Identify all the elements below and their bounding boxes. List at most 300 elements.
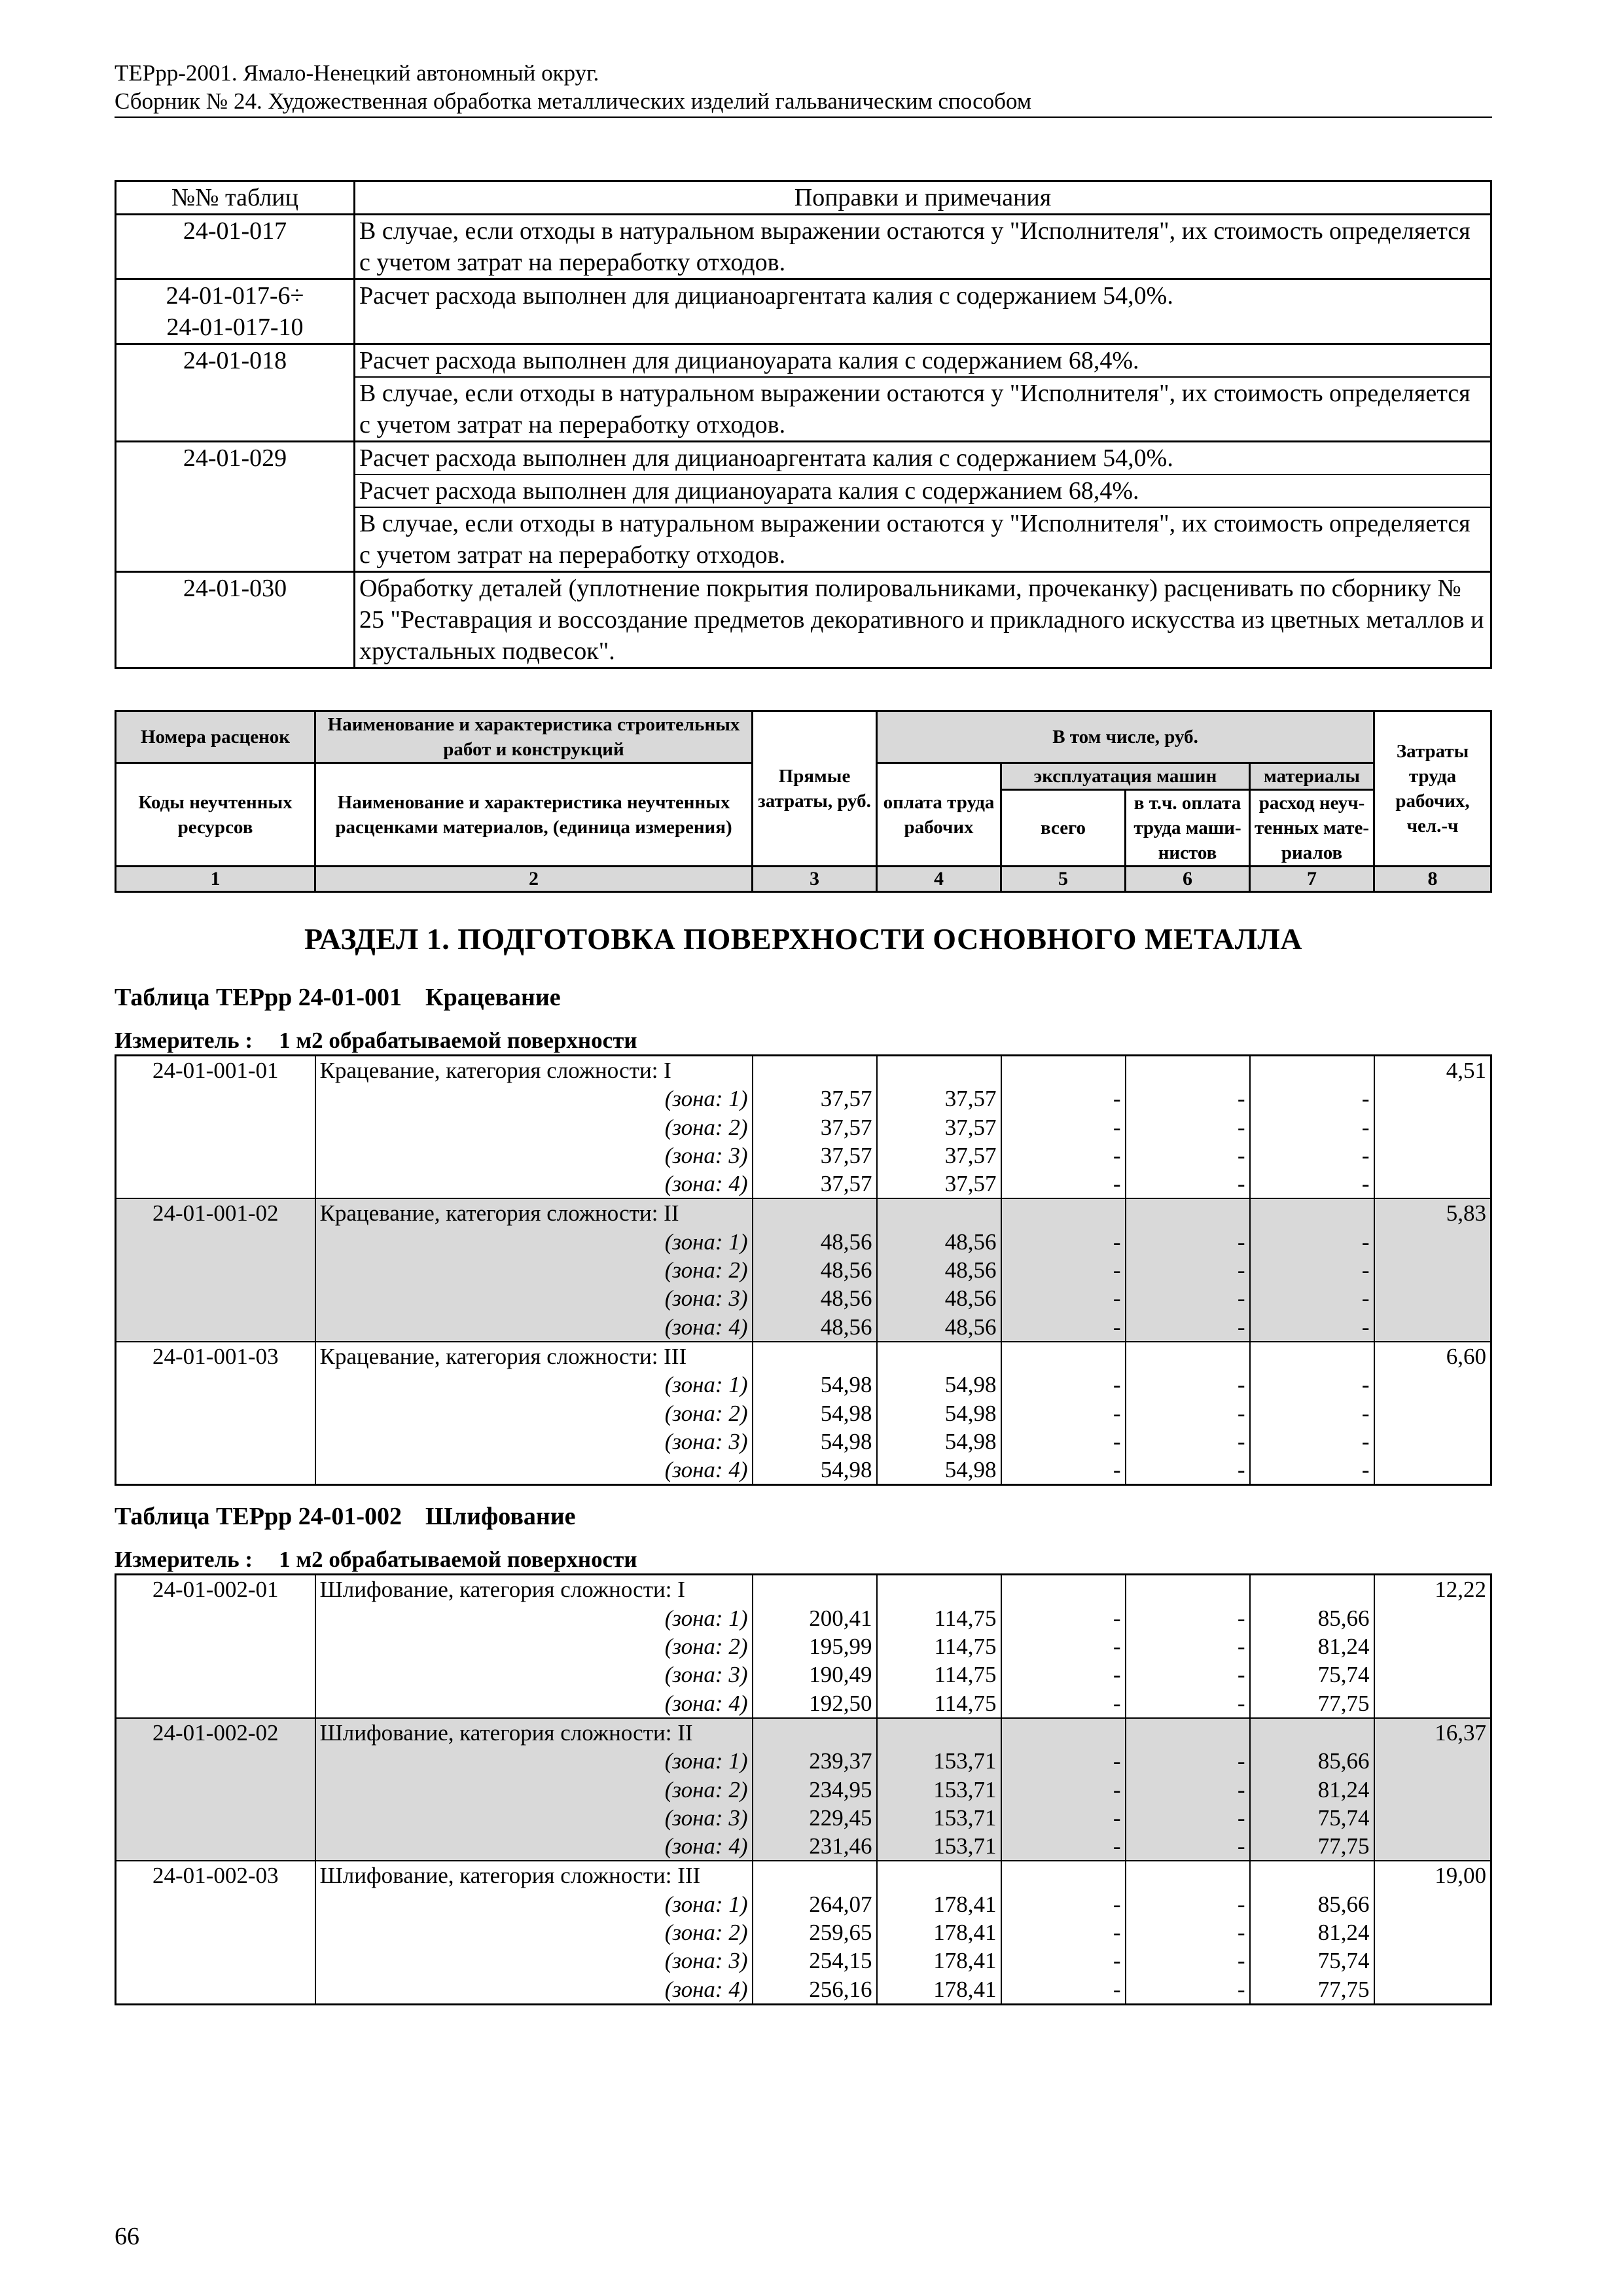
material-cost: 75,74 xyxy=(1250,1946,1374,1975)
material-cost: 75,74 xyxy=(1250,1660,1374,1689)
direct-cost: 54,98 xyxy=(753,1399,877,1427)
zone-label: (зона: 1) xyxy=(315,1890,753,1918)
zone-label: (зона: 2) xyxy=(315,1776,753,1804)
zone-row xyxy=(116,1604,1491,1632)
empty-cell xyxy=(1374,1946,1491,1975)
material-cost: - xyxy=(1250,1371,1374,1399)
rate-labor: 4,51 xyxy=(1374,1056,1491,1085)
zone-row xyxy=(116,1689,1491,1718)
page-number: 66 xyxy=(115,2223,139,2250)
rate-row xyxy=(116,1718,1491,1747)
empty-cell xyxy=(877,1056,1001,1085)
col-resource-codes: Коды неучтенных ресурсов xyxy=(116,763,315,867)
header-line-2: Сборник № 24. Художественная обработка металлических изделий гальваническим способом xyxy=(115,87,1492,118)
notes-table-number: 24-01-030 xyxy=(183,575,287,602)
empty-cell xyxy=(1374,1776,1491,1804)
notes-table-number: 24-01-029 xyxy=(183,444,287,472)
zone-row xyxy=(116,1632,1491,1660)
machinist-wage: - xyxy=(1126,1660,1250,1689)
zone-label: (зона: 3) xyxy=(315,1427,753,1456)
notes-text: Расчет расхода выполнен для дицианоуарата калия с содержанием 68,4%. xyxy=(359,347,1139,374)
zone-label: (зона: 3) xyxy=(315,1284,753,1312)
empty-cell xyxy=(877,1575,1001,1604)
machine-cost: - xyxy=(1001,1313,1126,1342)
empty-cell xyxy=(116,1890,315,1918)
rate-code: 24-01-002-02 xyxy=(116,1718,315,1747)
empty-cell xyxy=(877,1342,1001,1371)
machine-cost: - xyxy=(1001,1170,1126,1198)
material-cost: 77,75 xyxy=(1250,1975,1374,2005)
material-cost: - xyxy=(1250,1141,1374,1170)
empty-cell xyxy=(1374,1660,1491,1689)
rate-labor: 16,37 xyxy=(1374,1718,1491,1747)
rate-labor: 6,60 xyxy=(1374,1342,1491,1371)
machine-cost: - xyxy=(1001,1776,1126,1804)
direct-cost: 37,57 xyxy=(753,1141,877,1170)
empty-cell xyxy=(1374,1399,1491,1427)
empty-cell xyxy=(1374,1747,1491,1775)
machinist-wage: - xyxy=(1126,1371,1250,1399)
wage-cost: 37,57 xyxy=(877,1085,1001,1113)
zone-label: (зона: 1) xyxy=(315,1228,753,1256)
rate-name: Крацевание, категория сложности: II xyxy=(315,1198,753,1227)
direct-cost: 256,16 xyxy=(753,1975,877,2005)
direct-cost: 54,98 xyxy=(753,1427,877,1456)
wage-cost: 178,41 xyxy=(877,1918,1001,1946)
empty-cell xyxy=(877,1861,1001,1890)
machinist-wage: - xyxy=(1126,1975,1250,2005)
notes-texts xyxy=(355,442,1491,572)
rate-group xyxy=(116,1056,1491,1199)
rate-table xyxy=(115,1573,1492,2005)
empty-cell xyxy=(1126,1056,1250,1085)
notes-table-number: 24-01-017-6÷ xyxy=(166,282,304,310)
notes-head-text: Поправки и примечания xyxy=(355,181,1491,215)
machine-cost: - xyxy=(1001,1632,1126,1660)
direct-cost: 48,56 xyxy=(753,1313,877,1342)
empty-cell xyxy=(116,1832,315,1861)
wage-cost: 37,57 xyxy=(877,1170,1001,1198)
zone-label: (зона: 1) xyxy=(315,1747,753,1775)
wage-cost: 48,56 xyxy=(877,1228,1001,1256)
material-cost: 77,75 xyxy=(1250,1832,1374,1861)
machinist-wage: - xyxy=(1126,1890,1250,1918)
rate-group xyxy=(116,1718,1491,1861)
table-name: Шлифование xyxy=(425,1503,576,1531)
material-cost: - xyxy=(1250,1113,1374,1141)
material-cost: - xyxy=(1250,1427,1374,1456)
machinist-wage: - xyxy=(1126,1747,1250,1775)
column-number: 8 xyxy=(1374,867,1491,892)
notes-row xyxy=(116,572,1491,668)
machine-cost: - xyxy=(1001,1371,1126,1399)
wage-cost: 54,98 xyxy=(877,1427,1001,1456)
machinist-wage: - xyxy=(1126,1776,1250,1804)
rate-group xyxy=(116,1861,1491,2004)
zone-row xyxy=(116,1804,1491,1832)
wage-cost: 178,41 xyxy=(877,1890,1001,1918)
empty-cell xyxy=(753,1575,877,1604)
machine-cost: - xyxy=(1001,1228,1126,1256)
empty-cell xyxy=(1250,1861,1374,1890)
notes-text: В случае, если отходы в натуральном выражении остаются у "Исполнителя", их стоимость определяется с учетом затрат на переработку отходов. xyxy=(359,217,1471,276)
machine-cost: - xyxy=(1001,1946,1126,1975)
zone-row xyxy=(116,1399,1491,1427)
col-direct-costs: Прямые затраты, руб. xyxy=(753,711,877,867)
zone-row xyxy=(116,1284,1491,1312)
zone-label: (зона: 4) xyxy=(315,1689,753,1718)
empty-cell xyxy=(1374,1804,1491,1832)
notes-table-number: 24-01-018 xyxy=(183,347,287,374)
machine-cost: - xyxy=(1001,1284,1126,1312)
notes-texts xyxy=(355,279,1491,344)
direct-cost: 259,65 xyxy=(753,1918,877,1946)
empty-cell xyxy=(116,1427,315,1456)
notes-row xyxy=(116,344,1491,442)
machinist-wage: - xyxy=(1126,1313,1250,1342)
col-work-name: Наименование и характеристика строительных работ и конструкций xyxy=(315,711,753,763)
empty-cell xyxy=(1126,1198,1250,1227)
empty-cell xyxy=(1374,1256,1491,1284)
empty-cell xyxy=(116,1747,315,1775)
direct-cost: 264,07 xyxy=(753,1890,877,1918)
direct-cost: 48,56 xyxy=(753,1284,877,1312)
empty-cell xyxy=(116,1313,315,1342)
wage-cost: 48,56 xyxy=(877,1256,1001,1284)
direct-cost: 37,57 xyxy=(753,1085,877,1113)
col-materials: материалы xyxy=(1250,763,1374,790)
col-including: В том числе, руб. xyxy=(877,711,1374,763)
machine-cost: - xyxy=(1001,1890,1126,1918)
col-rate-numbers: Номера расценок xyxy=(116,711,315,763)
empty-cell xyxy=(753,1342,877,1371)
notes-table-numbers xyxy=(116,572,355,668)
empty-cell xyxy=(1250,1718,1374,1747)
direct-cost: 200,41 xyxy=(753,1604,877,1632)
zone-row xyxy=(116,1776,1491,1804)
empty-cell xyxy=(753,1198,877,1227)
notes-row xyxy=(116,279,1491,344)
zone-label: (зона: 3) xyxy=(315,1804,753,1832)
notes-table xyxy=(115,180,1492,669)
empty-cell xyxy=(1374,1890,1491,1918)
material-cost: 81,24 xyxy=(1250,1632,1374,1660)
empty-cell xyxy=(116,1371,315,1399)
rate-name: Крацевание, категория сложности: III xyxy=(315,1342,753,1371)
column-number: 5 xyxy=(1001,867,1126,892)
machinist-wage: - xyxy=(1126,1141,1250,1170)
machine-cost: - xyxy=(1001,1141,1126,1170)
zone-label: (зона: 2) xyxy=(315,1256,753,1284)
zone-label: (зона: 4) xyxy=(315,1975,753,2005)
meter-label: Измеритель : xyxy=(115,1547,253,1573)
machine-cost: - xyxy=(1001,1804,1126,1832)
material-cost: - xyxy=(1250,1456,1374,1485)
empty-cell xyxy=(1374,1141,1491,1170)
rate-row xyxy=(116,1575,1491,1604)
empty-cell xyxy=(116,1776,315,1804)
machinist-wage: - xyxy=(1126,1946,1250,1975)
empty-cell xyxy=(1374,1632,1491,1660)
rate-tables xyxy=(115,982,1492,2005)
wage-cost: 114,75 xyxy=(877,1660,1001,1689)
column-number-row xyxy=(116,867,1491,892)
zone-row xyxy=(116,1890,1491,1918)
empty-cell xyxy=(1374,1918,1491,1946)
notes-text: Расчет расхода выполнен для дицианоуарата калия с содержанием 68,4%. xyxy=(355,474,1490,507)
col-wages: оплата труда рабочих xyxy=(877,763,1001,867)
direct-cost: 37,57 xyxy=(753,1170,877,1198)
column-number: 4 xyxy=(877,867,1001,892)
zone-label: (зона: 3) xyxy=(315,1946,753,1975)
empty-cell xyxy=(116,1456,315,1485)
column-header-table xyxy=(115,710,1492,893)
material-cost: - xyxy=(1250,1399,1374,1427)
machine-cost: - xyxy=(1001,1256,1126,1284)
zone-row xyxy=(116,1170,1491,1198)
machinist-wage: - xyxy=(1126,1113,1250,1141)
rate-row xyxy=(116,1861,1491,1890)
empty-cell xyxy=(877,1198,1001,1227)
material-cost: 81,24 xyxy=(1250,1776,1374,1804)
empty-cell xyxy=(1001,1056,1126,1085)
empty-cell xyxy=(116,1946,315,1975)
empty-cell xyxy=(1374,1604,1491,1632)
rate-labor: 19,00 xyxy=(1374,1861,1491,1890)
zone-label: (зона: 1) xyxy=(315,1604,753,1632)
empty-cell xyxy=(1126,1861,1250,1890)
zone-row xyxy=(116,1427,1491,1456)
empty-cell xyxy=(1250,1056,1374,1085)
wage-cost: 114,75 xyxy=(877,1604,1001,1632)
machine-cost: - xyxy=(1001,1975,1126,2005)
zone-row xyxy=(116,1832,1491,1861)
notes-texts xyxy=(355,215,1491,279)
table-name: Крацевание xyxy=(425,984,561,1011)
empty-cell xyxy=(1374,1228,1491,1256)
notes-text: Расчет расхода выполнен для дицианоаргентата калия с содержанием 54,0%. xyxy=(359,282,1173,310)
zone-label: (зона: 3) xyxy=(315,1660,753,1689)
notes-table-number: 24-01-017 xyxy=(183,217,287,245)
rate-name: Шлифование, категория сложности: II xyxy=(315,1718,753,1747)
zone-label: (зона: 4) xyxy=(315,1832,753,1861)
zone-row xyxy=(116,1747,1491,1775)
machinist-wage: - xyxy=(1126,1804,1250,1832)
machinist-wage: - xyxy=(1126,1689,1250,1718)
material-cost: 85,66 xyxy=(1250,1604,1374,1632)
empty-cell xyxy=(116,1170,315,1198)
rate-group xyxy=(116,1342,1491,1485)
direct-cost: 48,56 xyxy=(753,1256,877,1284)
rate-code: 24-01-002-01 xyxy=(152,1577,279,1603)
empty-cell xyxy=(116,1085,315,1113)
rate-table xyxy=(115,1054,1492,1486)
empty-cell xyxy=(753,1718,877,1747)
table-meter xyxy=(115,1546,1492,1573)
zone-label: (зона: 2) xyxy=(315,1399,753,1427)
direct-cost: 192,50 xyxy=(753,1689,877,1718)
rate-row xyxy=(116,1342,1491,1371)
col-machinist-wages: в т.ч. оплата труда маши-нистов xyxy=(1126,790,1250,867)
direct-cost: 231,46 xyxy=(753,1832,877,1861)
empty-cell xyxy=(1250,1575,1374,1604)
notes-row xyxy=(116,442,1491,572)
material-cost: 85,66 xyxy=(1250,1747,1374,1775)
rate-group xyxy=(116,1575,1491,1718)
notes-texts xyxy=(355,344,1491,442)
empty-cell xyxy=(1001,1861,1126,1890)
zone-row xyxy=(116,1256,1491,1284)
machinist-wage: - xyxy=(1126,1604,1250,1632)
empty-cell xyxy=(1001,1718,1126,1747)
wage-cost: 178,41 xyxy=(877,1975,1001,2005)
zone-row xyxy=(116,1371,1491,1399)
col-machines: эксплуатация машин xyxy=(1001,763,1250,790)
machinist-wage: - xyxy=(1126,1170,1250,1198)
empty-cell xyxy=(1126,1342,1250,1371)
wage-cost: 153,71 xyxy=(877,1832,1001,1861)
notes-text: В случае, если отходы в натуральном выражении остаются у "Исполнителя", их стоимость определяется с учетом затрат на переработку отходов. xyxy=(355,507,1490,571)
material-cost: 77,75 xyxy=(1250,1689,1374,1718)
machine-cost: - xyxy=(1001,1113,1126,1141)
machinist-wage: - xyxy=(1126,1228,1250,1256)
machine-cost: - xyxy=(1001,1918,1126,1946)
empty-cell xyxy=(1374,1113,1491,1141)
machine-cost: - xyxy=(1001,1456,1126,1485)
section-title: РАЗДЕЛ 1. ПОДГОТОВКА ПОВЕРХНОСТИ ОСНОВНОГО МЕТАЛЛА xyxy=(304,922,1303,956)
zone-label: (зона: 4) xyxy=(315,1170,753,1198)
table-meter xyxy=(115,1027,1492,1054)
rate-code: 24-01-001-02 xyxy=(116,1198,315,1227)
col-material-name: Наименование и характеристика неучтенных расценками материалов, (единица измерения) xyxy=(315,763,753,867)
zone-row xyxy=(116,1975,1491,2005)
rate-labor: 12,22 xyxy=(1374,1575,1491,1604)
empty-cell xyxy=(116,1660,315,1689)
material-cost: 85,66 xyxy=(1250,1890,1374,1918)
zone-row xyxy=(116,1228,1491,1256)
empty-cell xyxy=(116,1918,315,1946)
empty-cell xyxy=(116,1689,315,1718)
notes-texts xyxy=(355,572,1491,668)
machinist-wage: - xyxy=(1126,1284,1250,1312)
empty-cell xyxy=(116,1228,315,1256)
machinist-wage: - xyxy=(1126,1632,1250,1660)
empty-cell xyxy=(1250,1198,1374,1227)
empty-cell xyxy=(877,1718,1001,1747)
wage-cost: 114,75 xyxy=(877,1689,1001,1718)
direct-cost: 190,49 xyxy=(753,1660,877,1689)
wage-cost: 48,56 xyxy=(877,1313,1001,1342)
empty-cell xyxy=(1374,1085,1491,1113)
notes-text: Обработку деталей (уплотнение покрытия полировальниками, прочеканку) расценивать по сборнику № 25 "Реставрация и воссоздание предметов декоративного и прикладного искусства из цветных металлов и хрустальных подвесок". xyxy=(359,575,1484,665)
empty-cell xyxy=(1374,1313,1491,1342)
wage-cost: 178,41 xyxy=(877,1946,1001,1975)
material-cost: - xyxy=(1250,1256,1374,1284)
machine-cost: - xyxy=(1001,1747,1126,1775)
empty-cell xyxy=(1374,1456,1491,1485)
notes-table-numbers xyxy=(116,215,355,279)
column-number: 7 xyxy=(1250,867,1374,892)
notes-table-numbers xyxy=(116,344,355,442)
rate-name: Шлифование, категория сложности: I xyxy=(315,1575,753,1604)
rate-name: Шлифование, категория сложности: III xyxy=(315,1861,753,1890)
direct-cost: 234,95 xyxy=(753,1776,877,1804)
rate-code: 24-01-001-03 xyxy=(152,1343,279,1369)
rate-row xyxy=(116,1056,1491,1085)
notes-table-number: 24-01-017-10 xyxy=(166,314,304,341)
empty-cell xyxy=(116,1399,315,1427)
meter-value: 1 м2 обрабатываемой поверхности xyxy=(279,1547,637,1573)
material-cost: - xyxy=(1250,1170,1374,1198)
wage-cost: 153,71 xyxy=(877,1747,1001,1775)
rate-row xyxy=(116,1198,1491,1227)
machinist-wage: - xyxy=(1126,1427,1250,1456)
empty-cell xyxy=(1374,1427,1491,1456)
header-line-1: ТЕРрр-2001. Ямало-Ненецкий автономный округ. xyxy=(115,60,599,86)
empty-cell xyxy=(116,1141,315,1170)
column-number: 3 xyxy=(753,867,877,892)
running-header xyxy=(115,59,1492,118)
direct-cost: 48,56 xyxy=(753,1228,877,1256)
empty-cell xyxy=(1374,1975,1491,2005)
notes-table-numbers xyxy=(116,442,355,572)
material-cost: 81,24 xyxy=(1250,1918,1374,1946)
zone-label: (зона: 2) xyxy=(315,1113,753,1141)
rate-code: 24-01-002-03 xyxy=(152,1863,279,1889)
table-title xyxy=(115,1501,1492,1532)
notes-table-numbers xyxy=(116,279,355,344)
machine-cost: - xyxy=(1001,1085,1126,1113)
notes-text: В случае, если отходы в натуральном выражении остаются у "Исполнителя", их стоимость определяется с учетом затрат на переработку отходов. xyxy=(355,376,1490,440)
empty-cell xyxy=(1001,1575,1126,1604)
column-number: 1 xyxy=(116,867,315,892)
empty-cell xyxy=(1374,1170,1491,1198)
col-machines-total: всего xyxy=(1001,790,1126,867)
machinist-wage: - xyxy=(1126,1918,1250,1946)
zone-row xyxy=(116,1918,1491,1946)
direct-cost: 54,98 xyxy=(753,1456,877,1485)
machinist-wage: - xyxy=(1126,1256,1250,1284)
column-number: 2 xyxy=(315,867,753,892)
empty-cell xyxy=(116,1113,315,1141)
zone-label: (зона: 1) xyxy=(315,1371,753,1399)
empty-cell xyxy=(116,1256,315,1284)
material-cost: - xyxy=(1250,1284,1374,1312)
empty-cell xyxy=(1126,1575,1250,1604)
column-number: 6 xyxy=(1126,867,1250,892)
zone-label: (зона: 4) xyxy=(315,1456,753,1485)
machinist-wage: - xyxy=(1126,1085,1250,1113)
empty-cell xyxy=(116,1632,315,1660)
machine-cost: - xyxy=(1001,1660,1126,1689)
material-cost: 75,74 xyxy=(1250,1804,1374,1832)
notes-body xyxy=(116,215,1491,668)
empty-cell xyxy=(1250,1342,1374,1371)
notes-row xyxy=(116,215,1491,279)
wage-cost: 54,98 xyxy=(877,1456,1001,1485)
empty-cell xyxy=(1001,1198,1126,1227)
empty-cell xyxy=(1374,1832,1491,1861)
wage-cost: 37,57 xyxy=(877,1141,1001,1170)
machine-cost: - xyxy=(1001,1604,1126,1632)
rate-code: 24-01-001-01 xyxy=(152,1058,279,1083)
zone-label: (зона: 1) xyxy=(315,1085,753,1113)
rate-labor: 5,83 xyxy=(1374,1198,1491,1227)
wage-cost: 54,98 xyxy=(877,1371,1001,1399)
zone-row xyxy=(116,1313,1491,1342)
table-code: Таблица ТЕРрр 24-01-002 xyxy=(115,1503,402,1531)
empty-cell xyxy=(116,1284,315,1312)
